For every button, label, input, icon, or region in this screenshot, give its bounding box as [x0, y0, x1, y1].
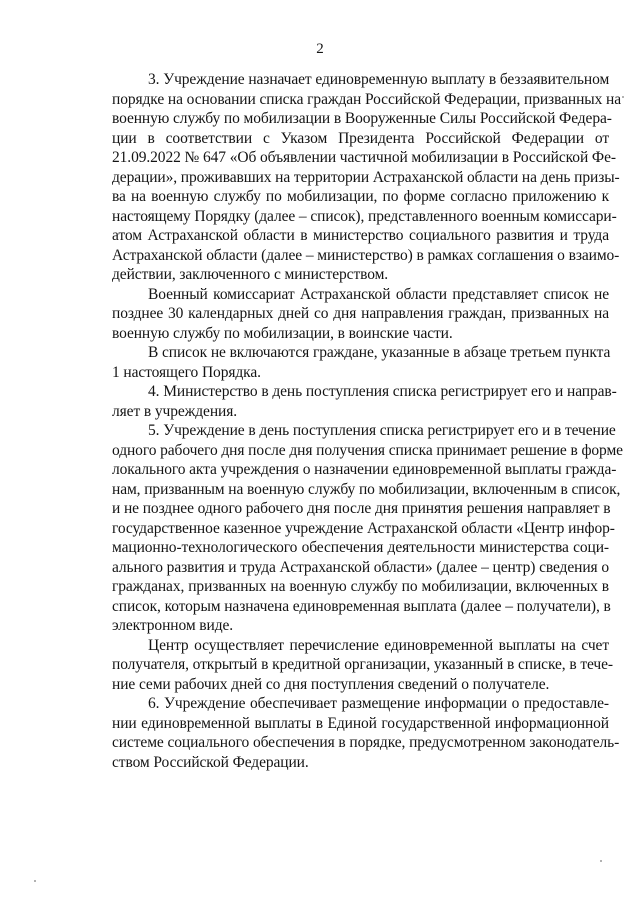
text-line: 21.09.2022 № 647 «Об объявлении частичной мобилизации в Российской Фе- — [112, 149, 616, 166]
paragraph-item-3 — [112, 70, 621, 285]
text-line: Астраханской области (далее – министерство) в рамках соглашения о взаимо- — [112, 246, 620, 264]
text-line: гражданах, призванных на военную службу по мобилизации, включенных в — [112, 578, 609, 595]
text-line: государственное казенное учреждение Астраханской области «Центр инфор- — [112, 519, 615, 537]
text-line: 6. Учреждение обеспечивает размещение информации о предоставле- — [148, 695, 609, 712]
text-line: 1 настоящего Порядка. — [112, 363, 261, 381]
text-line: нии единовременной выплаты в Единой государственной информационной — [112, 714, 609, 732]
text-line: 3. Учреждение назначает единовременную выплату в беззаявительном — [148, 71, 610, 88]
text-line: и не позднее одного рабочего дня после дня принятия решения направляет в — [112, 500, 611, 517]
text-line: список, которым назначена единовременная выплата (далее – получатели), в — [112, 597, 611, 615]
text-line: Военный комиссариат Астраханской области представляет список не — [148, 285, 609, 303]
text-line: нам, призванным на военную службу по мобилизации, включенным в список, — [112, 480, 621, 498]
text-line: получателя, открытый в кредитной организации, указанный в списке, в тече- — [112, 656, 613, 673]
text-line: Центр осуществляет перечисление единовременной выплаты на счет — [148, 636, 609, 654]
text-line: 4. Министерство в день поступления списка регистрирует его и направ- — [148, 383, 617, 400]
text-line: настоящему Порядку (далее – список), представленного военным комиссари- — [112, 207, 617, 225]
paragraph-center-transfer — [112, 636, 613, 695]
paragraph-item-5 — [112, 421, 623, 636]
text-line: атом Астраханской области в министерство социального развития и труда — [112, 227, 609, 244]
text-line: дерации», проживавших на территории Астраханской области на день призы- — [112, 168, 620, 186]
paragraph-military-commissariat — [112, 285, 609, 344]
text-line: 5. Учреждение в день поступления списка регистрирует его и в течение — [148, 422, 616, 439]
page-number: 2 — [316, 41, 324, 57]
paragraph-exclusions — [112, 343, 609, 382]
paragraph-item-6 — [112, 694, 620, 772]
text-line: ние семи рабочих дней со дня поступления сведений о получателе. — [112, 675, 550, 693]
text-line: ального развития и труда Астраханской области» (далее – центр) сведения о — [112, 558, 609, 576]
text-line: системе социального обеспечения в порядке, предусмотренном законодатель- — [112, 734, 620, 751]
text-line: позднее 30 календарных дней со дня направления граждан, призванных на — [112, 305, 609, 322]
text-line: одного рабочего дня после дня получения списка принимает решение в форме — [112, 441, 623, 459]
text-line: военную службу по мобилизации, в воинские части. — [112, 324, 453, 342]
text-line: ством Российской Федерации. — [112, 753, 309, 771]
text-line: В список не включаются граждане, указанные в абзаце третьем пункта — [148, 344, 611, 361]
scan-speck — [622, 96, 624, 98]
scan-speck — [34, 880, 36, 882]
document-body — [112, 70, 623, 772]
text-line: действии, заключенного с министерством. — [112, 266, 389, 283]
text-line: электронном виде. — [112, 617, 234, 634]
scan-speck — [600, 860, 602, 862]
text-line: ва на военную службу по мобилизации, по форме согласно приложению к — [112, 188, 609, 205]
text-line: порядке на основании списка граждан Российской Федерации, призванных на — [112, 90, 621, 108]
text-line: локального акта учреждения о назначении единовременной выплаты гражда- — [112, 461, 617, 478]
text-line: мационно-технологического обеспечения деятельности министерства соци- — [112, 539, 609, 556]
text-line: ции в соответствии с Указом Президента Российской Федерации от — [112, 129, 609, 147]
paragraph-item-4 — [112, 382, 617, 421]
text-line: военную службу по мобилизации в Вооруженные Силы Российской Федера- — [112, 110, 612, 127]
text-line: ляет в учреждения. — [112, 402, 238, 420]
